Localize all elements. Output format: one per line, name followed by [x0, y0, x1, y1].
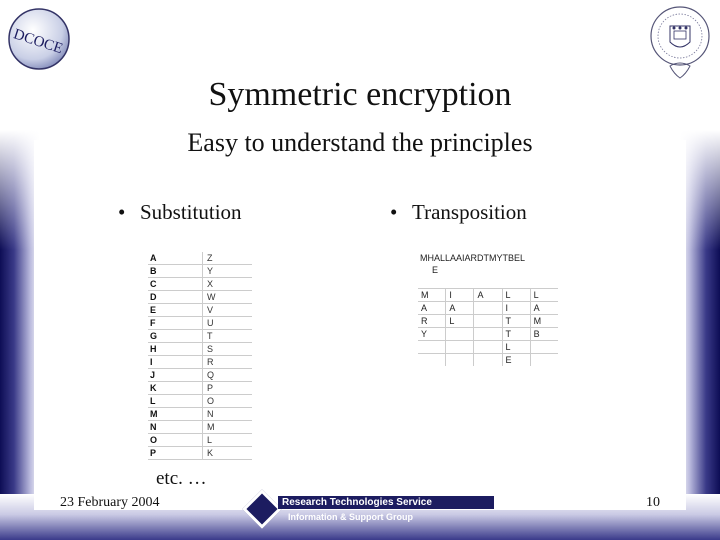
dcoce-logo — [6, 6, 72, 72]
cipher-letter: T — [203, 330, 253, 343]
cipher-letter: L — [203, 434, 253, 447]
plain-letter: J — [148, 369, 203, 382]
etc-text: etc. … — [156, 468, 207, 489]
plain-letter: H — [148, 343, 203, 356]
grid-cell: L — [446, 315, 474, 328]
banner-top-text: Research Technologies Service — [278, 496, 494, 509]
plain-letter: O — [148, 434, 203, 447]
transposition-grid — [418, 288, 558, 366]
cipher-letter: Y — [203, 265, 253, 278]
substitution-row — [148, 291, 252, 304]
grid-cell: L — [530, 289, 558, 302]
plain-letter: B — [148, 265, 203, 278]
banner-bottom-text: Information & Support Group — [288, 512, 413, 522]
svg-text:DCOCE: DCOCE — [11, 26, 65, 58]
cipher-letter: K — [203, 447, 253, 460]
grid-cell — [446, 354, 474, 367]
plain-letter: I — [148, 356, 203, 369]
substitution-row — [148, 304, 252, 317]
page-number: 10 — [646, 495, 660, 510]
grid-row — [418, 302, 558, 315]
substitution-row — [148, 278, 252, 291]
substitution-row — [148, 330, 252, 343]
grid-cell: M — [418, 289, 446, 302]
plain-letter: K — [148, 382, 203, 395]
grid-cell: L — [502, 289, 530, 302]
grid-cell — [446, 328, 474, 341]
grid-cell — [418, 354, 446, 367]
substitution-row — [148, 265, 252, 278]
grid-cell — [474, 328, 502, 341]
grid-row — [418, 315, 558, 328]
substitution-row — [148, 421, 252, 434]
substitution-row — [148, 447, 252, 460]
bullet-transposition-label: Transposition — [412, 200, 527, 224]
grid-cell: Y — [418, 328, 446, 341]
university-seal — [648, 4, 712, 84]
content-panel — [34, 140, 686, 510]
grid-cell — [474, 354, 502, 367]
grid-row — [418, 289, 558, 302]
grid-cell: A — [418, 302, 446, 315]
grid-cell: I — [446, 289, 474, 302]
rts-banner — [238, 492, 482, 526]
grid-cell — [474, 315, 502, 328]
grid-cell: B — [530, 328, 558, 341]
bullet-transposition — [390, 200, 527, 225]
grid-cell — [418, 341, 446, 354]
bullet-dot: • — [118, 200, 126, 224]
grid-cell: I — [502, 302, 530, 315]
grid-cell: E — [502, 354, 530, 367]
transposition-ciphertext-cont: E — [432, 265, 439, 275]
cipher-letter: V — [203, 304, 253, 317]
cipher-letter: Q — [203, 369, 253, 382]
grid-cell: R — [418, 315, 446, 328]
bullet-dot: • — [390, 200, 398, 224]
cipher-letter: N — [203, 408, 253, 421]
plain-letter: F — [148, 317, 203, 330]
grid-cell — [530, 354, 558, 367]
substitution-row — [148, 382, 252, 395]
cipher-letter: R — [203, 356, 253, 369]
grid-cell: A — [446, 302, 474, 315]
grid-cell — [530, 341, 558, 354]
cipher-letter: Z — [203, 252, 253, 265]
grid-cell: T — [502, 315, 530, 328]
substitution-row — [148, 408, 252, 421]
grid-cell: M — [530, 315, 558, 328]
substitution-row — [148, 343, 252, 356]
grid-cell: L — [502, 341, 530, 354]
plain-letter: G — [148, 330, 203, 343]
substitution-row — [148, 356, 252, 369]
cipher-letter: W — [203, 291, 253, 304]
grid-cell: A — [474, 289, 502, 302]
grid-cell — [446, 341, 474, 354]
cipher-letter: X — [203, 278, 253, 291]
plain-letter: M — [148, 408, 203, 421]
grid-cell: A — [530, 302, 558, 315]
grid-cell — [474, 341, 502, 354]
grid-row — [418, 341, 558, 354]
bullet-substitution-label: Substitution — [140, 200, 242, 224]
cipher-letter: M — [203, 421, 253, 434]
right-gradient-border — [680, 130, 720, 540]
slide-title: Symmetric encryption — [208, 76, 512, 113]
footer-date: 23 February 2004 — [60, 495, 160, 510]
cipher-letter: S — [203, 343, 253, 356]
plain-letter: E — [148, 304, 203, 317]
plain-letter: P — [148, 447, 203, 460]
slide-subtitle: Easy to understand the principles — [187, 128, 533, 157]
cipher-letter: P — [203, 382, 253, 395]
substitution-row — [148, 434, 252, 447]
substitution-table — [148, 252, 252, 460]
grid-row — [418, 328, 558, 341]
plain-letter: L — [148, 395, 203, 408]
plain-letter: N — [148, 421, 203, 434]
rts-diamond-icon — [242, 489, 282, 529]
substitution-row — [148, 252, 252, 265]
bullet-substitution — [118, 200, 242, 225]
substitution-row — [148, 395, 252, 408]
grid-row — [418, 354, 558, 367]
plain-letter: A — [148, 252, 203, 265]
grid-cell: T — [502, 328, 530, 341]
grid-cell — [474, 302, 502, 315]
plain-letter: D — [148, 291, 203, 304]
cipher-letter: U — [203, 317, 253, 330]
cipher-letter: O — [203, 395, 253, 408]
substitution-row — [148, 317, 252, 330]
substitution-row — [148, 369, 252, 382]
plain-letter: C — [148, 278, 203, 291]
transposition-ciphertext: MHALLAAIARDTMYTBEL — [420, 253, 526, 263]
